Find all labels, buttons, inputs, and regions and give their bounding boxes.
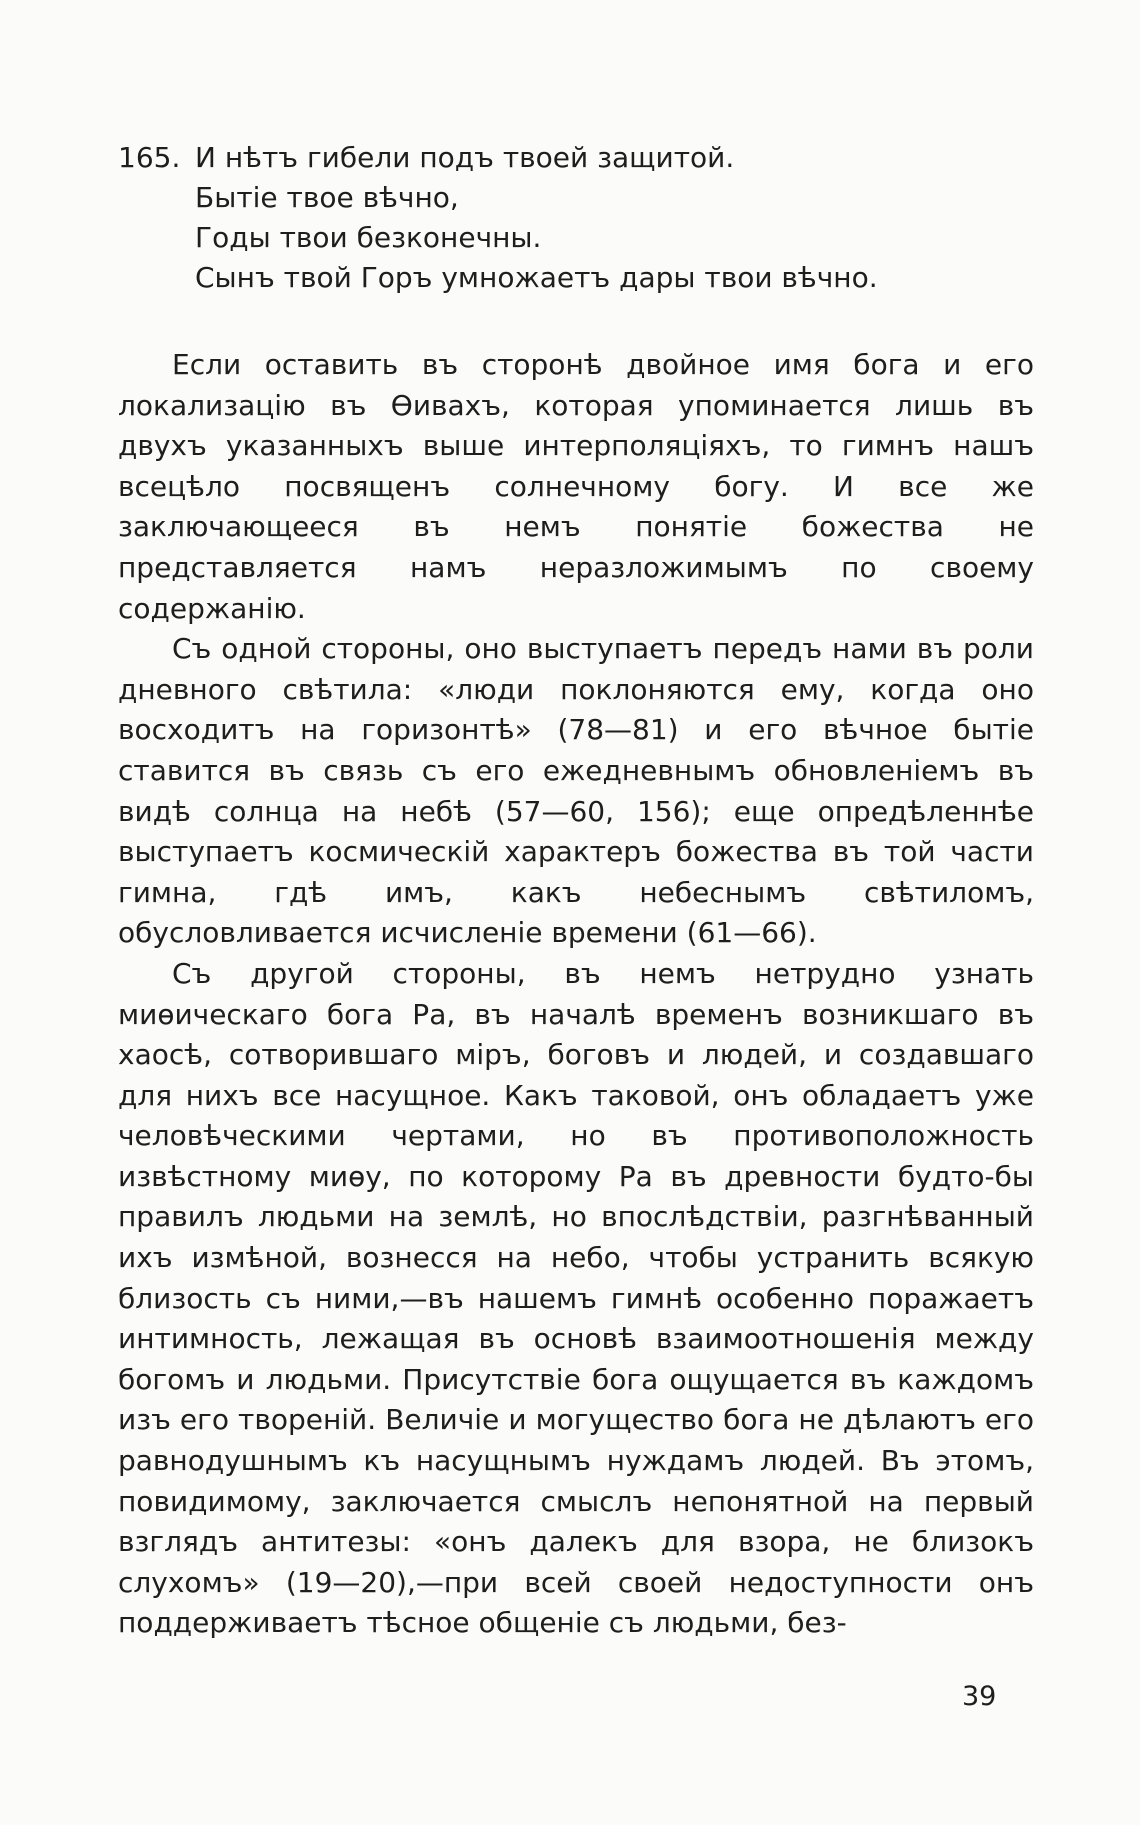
paragraph: Если оставить въ сторонѣ двойное имя бога и его локализацію въ Ѳивахъ, которая упоминается лишь въ двухъ указанныхъ выше интерполяціяхъ, то гимнъ нашъ всецѣло посвященъ солнечному богу. И все же заключающееся въ немъ понятіе божества не представляется намъ неразложимымъ по своему содержанію. bbox=[118, 348, 1034, 625]
verse-line-2: Бытіе твое вѣчно, bbox=[195, 181, 459, 214]
page-number: 39 bbox=[962, 1681, 997, 1712]
body-text bbox=[118, 345, 1034, 1644]
verse-number: 165. bbox=[118, 141, 181, 174]
paragraph: Съ другой стороны, въ немъ нетрудно узнать миѳическаго бога Ра, въ началѣ временъ возникшаго въ хаосѣ, сотворившаго міръ, боговъ и людей, и создавшаго для нихъ все насущное. Какъ таковой, онъ обладаетъ уже человѣческими чертами, но въ противоположность извѣстному миѳу, по которому Ра въ древности будто-бы правилъ людьми на землѣ, но впослѣдствіи, разгнѣванный ихъ измѣной, вознесся на небо, чтобы устранить всякую близость съ ними,—въ нашемъ гимнѣ особенно поражаетъ интимность, лежащая въ основѣ взаимоотношенія между богомъ и людьми. Присутствіе бога ощущается въ каждомъ изъ его твореній. Величіе и могущество бога не дѣлаютъ его равнодушнымъ къ насущнымъ нуждамъ людей. Въ этомъ, повидимому, заключается смыслъ непонятной на первый взглядъ антитезы: «онъ далекъ для взора, не близокъ слухомъ» (19—20),—при всей своей недоступности онъ поддерживаетъ тѣсное общеніе съ людьми, без- bbox=[118, 956, 1034, 1640]
verse-line-1: 165. И нѣтъ гибели подъ твоей защитой. bbox=[118, 138, 1018, 178]
paragraph: Съ одной стороны, оно выступаетъ передъ нами въ роли дневного свѣтила: «люди поклоняются ему, когда оно восходитъ на горизонтѣ» (78—81) и его вѣчное бытіе ставится въ связь съ его ежедневнымъ обновленіемъ въ видѣ солнца на небѣ (57—60, 156); еще опредѣленнѣе выступаетъ космическій характеръ божества въ той части гимна, гдѣ имъ, какъ небеснымъ свѣтиломъ, обусловливается исчисленіе времени (61—66). bbox=[118, 632, 1034, 950]
verse-line-3: Годы твои безконечны. bbox=[195, 221, 542, 254]
verse-line-4: Сынъ твой Горъ умножаетъ дары твои вѣчно. bbox=[195, 261, 878, 294]
verse-block bbox=[118, 138, 1018, 298]
